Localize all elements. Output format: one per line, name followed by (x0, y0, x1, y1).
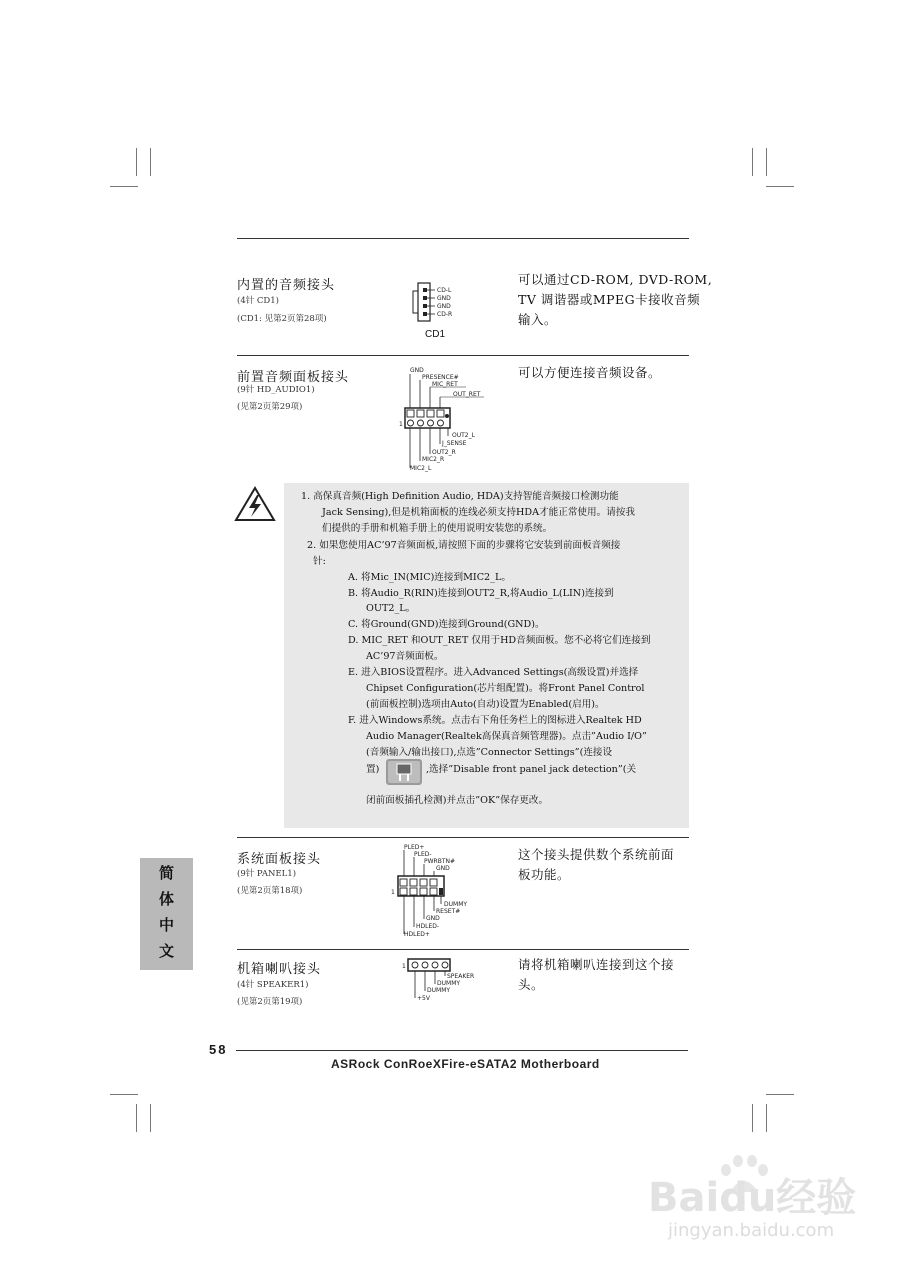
side-tab-char: 体 (158, 890, 174, 908)
pin-label: SPEAKER (447, 973, 475, 980)
watermark-logo-text: Baidu经验 (648, 1175, 857, 1221)
crop-mark (766, 1104, 767, 1132)
speaker-header-diagram (400, 954, 490, 1004)
section-ref-info: (见第2页第29项) (237, 402, 303, 412)
note-line: D. MIC_RET 和OUT_RET 仅用于HD音频面板。您不必将它们连接到 (348, 635, 651, 646)
pin-label: CD-L (437, 287, 452, 294)
section-ref-info: (见第2页第19项) (237, 997, 303, 1007)
watermark-url: jingyan.baidu.com (668, 1220, 835, 1241)
pin1-label: 1 (399, 421, 403, 428)
note-line: 闭前面板插孔检测)并点击”OK”保存更改。 (366, 795, 549, 806)
note-line: A. 将Mic_IN(MIC)连接到MIC2_L。 (348, 572, 511, 583)
crop-mark (766, 148, 767, 176)
note-line: Jack Sensing),但是机箱面板的连线必须支持HDA才能正常使用。请按我 (322, 507, 635, 518)
section-title: 内置的音频接头 (237, 278, 336, 293)
note-line: 们提供的手册和机箱手册上的使用说明安装您的系统。 (322, 523, 553, 534)
crop-mark (150, 1104, 151, 1132)
pin-label: MIC2_L (410, 465, 432, 472)
pin-label: GND (436, 865, 450, 872)
crop-mark (752, 1104, 753, 1132)
side-tab-char: 中 (158, 916, 174, 934)
pin-label: OUT_RET (453, 391, 481, 398)
note-line: 1. 高保真音频(High Definition Audio, HDA)支持智能音频接口检测功能 (301, 491, 619, 502)
side-tab-char: 文 (158, 942, 174, 960)
page-number: 58 (209, 1042, 228, 1057)
system-panel-header-diagram (384, 842, 484, 938)
note-line: C. 将Ground(GND)连接到Ground(GND)。 (348, 619, 545, 630)
language-side-tab (140, 858, 193, 970)
pin-label: CD-R (437, 311, 453, 318)
pin-label: MIC_RET (432, 381, 458, 388)
section-divider (237, 837, 689, 838)
section-description: 输入。 (518, 312, 558, 327)
section-description: 可以通过CD-ROM, DVD-ROM, (518, 272, 713, 287)
pin-label: DUMMY (437, 980, 461, 987)
top-rule (237, 238, 689, 239)
section-title: 前置音频面板接头 (237, 370, 350, 385)
crop-mark (150, 148, 151, 176)
crop-mark (110, 186, 138, 187)
pin-label: GND (410, 367, 424, 374)
crop-mark (766, 186, 794, 187)
section-divider (237, 355, 689, 356)
note-line: (前面板控制)选项由Auto(自动)设置为Enabled(启用)。 (366, 699, 605, 710)
section-description: TV 调谐器或MPEG卡接收音频 (518, 292, 701, 307)
realtek-connector-settings-icon (386, 759, 422, 785)
pin1-label: 1 (391, 889, 395, 896)
note-line: 2. 如果您使用AC’97音频面板,请按照下面的步骤将它安装到前面板音频接 (307, 540, 621, 551)
footer-rule (236, 1050, 688, 1051)
section-pin-info: (4针 SPEAKER1) (237, 980, 309, 990)
warning-lightning-icon (234, 486, 276, 522)
hd-audio-header-diagram (396, 364, 496, 476)
pin-label: PLED- (414, 851, 432, 858)
cd1-connector-diagram (405, 280, 485, 342)
section-description: 板功能。 (518, 867, 571, 882)
crop-mark (136, 148, 137, 176)
pin-label: J_SENSE (442, 440, 467, 447)
pin-label: MIC2_R (422, 456, 445, 463)
note-line: E. 进入BIOS设置程序。进入Advanced Settings(高级设置)并选择 (348, 667, 639, 678)
pin-label: PWRBTN# (424, 858, 456, 865)
crop-mark (110, 1094, 138, 1095)
footer-title: ASRock ConRoeXFire-eSATA2 Motherboard (331, 1057, 600, 1071)
section-ref-info: (见第2页第18项) (237, 886, 303, 896)
pin1-label: 1 (402, 963, 406, 970)
pin-label: DUMMY (427, 987, 451, 994)
section-description: 头。 (518, 977, 545, 992)
pin-label: GND (437, 303, 451, 310)
pin-label: OUT2_L (452, 432, 475, 439)
pin-label: HDLED- (416, 923, 440, 930)
note-line: 置) (366, 764, 380, 775)
note-line: Chipset Configuration(芯片组配置)。将Front Panel Control (366, 683, 645, 694)
note-line: AC’97音频面板。 (366, 651, 444, 662)
cd1-caption: CD1 (425, 329, 446, 340)
section-title: 系统面板接头 (237, 852, 322, 867)
crop-mark (766, 1094, 794, 1095)
note-line: OUT2_L。 (366, 603, 416, 614)
pin-label: RESET# (436, 908, 461, 915)
crop-mark (136, 1104, 137, 1132)
section-pin-info: (4针 CD1) (237, 296, 279, 306)
section-description: 可以方便连接音频设备。 (518, 365, 662, 380)
section-description: 这个接头提供数个系统前面 (518, 847, 675, 862)
pin-label: DUMMY (444, 901, 468, 908)
section-description: 请将机箱喇叭连接到这个接 (518, 957, 675, 972)
pin-label: GND (437, 295, 451, 302)
note-line: Audio Manager(Realtek高保真音频管理器)。点击”Audio I/O” (366, 731, 647, 742)
crop-mark (752, 148, 753, 176)
note-line: F. 进入Windows系统。点击右下角任务栏上的图标进入Realtek HD (348, 715, 642, 726)
note-line: (音频输入/输出接口),点选”Connector Settings”(连接设 (366, 747, 613, 758)
section-ref-info: (CD1: 见第2页第28项) (237, 314, 327, 324)
section-divider (237, 949, 689, 950)
section-pin-info: (9针 HD_AUDIO1) (237, 385, 315, 395)
pin-label: OUT2_R (432, 449, 456, 456)
note-line: 针: (313, 556, 326, 567)
section-title: 机箱喇叭接头 (237, 962, 322, 977)
pin-label: PLED+ (404, 844, 425, 851)
note-line: B. 将Audio_R(RIN)连接到OUT2_R,将Audio_L(LIN)连接到 (348, 588, 614, 599)
section-pin-info: (9针 PANEL1) (237, 869, 297, 879)
pin-label: +5V (417, 995, 430, 1002)
pin-label: GND (426, 915, 440, 922)
side-tab-char: 简 (158, 864, 174, 882)
note-line: ,选择”Disable front panel jack detection”(关 (426, 764, 637, 775)
pin-label: PRESENCE# (422, 374, 459, 381)
pin-label: HDLED+ (404, 931, 430, 938)
